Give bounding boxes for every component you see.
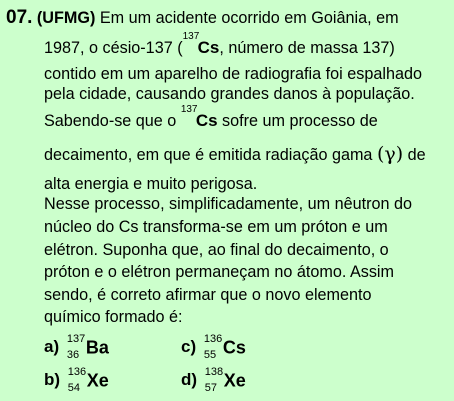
gamma-symbol: (γ) [376, 143, 404, 165]
option-nuclide [65, 365, 87, 394]
isotope-symbol: Cs [197, 38, 220, 57]
statement-text: contido em um aparelho de radiografia foi espalhado [44, 65, 422, 83]
question-line-11 [44, 262, 394, 282]
question-line-6 [44, 144, 426, 165]
isotope-mass: 137 [182, 31, 200, 42]
mass-number: 136 [203, 332, 223, 345]
statement-text: de [407, 146, 426, 164]
option-nuclide [64, 332, 86, 361]
question-line-7 [44, 174, 257, 194]
statement-text: núcleo do Cs transforma-se em um próton e um [44, 218, 388, 236]
question-line-12 [44, 285, 372, 305]
statement-text: Em um acidente ocorrido em Goiânia, em [99, 9, 399, 27]
statement-text: alta energia e muito perigosa. [44, 175, 258, 193]
question-line-2 [44, 31, 395, 58]
option-b[interactable] [44, 365, 109, 394]
statement-text: Nesse processo, simplificadamente, um nêutron do [44, 195, 412, 213]
atomic-number: 57 [204, 381, 218, 394]
mass-number: 137 [66, 332, 86, 345]
question-line-8 [44, 194, 412, 214]
option-c[interactable] [181, 332, 246, 361]
option-letter: a) [44, 337, 60, 356]
atomic-number: 54 [67, 381, 81, 394]
statement-text: Sabendo-se que o [44, 112, 177, 130]
question-source: (UFMG) [36, 9, 96, 27]
question-line-5 [44, 104, 378, 131]
statement-text: próton e o elétron permaneçam no átomo. Assim [44, 263, 395, 281]
question-line-9 [44, 217, 388, 237]
option-letter: c) [181, 337, 197, 356]
statement-text: decaimento, em que é emitida radiação gama [44, 146, 373, 164]
element-symbol: Xe [223, 370, 246, 391]
element-symbol: Xe [86, 370, 109, 391]
mass-number: 136 [67, 365, 87, 378]
statement-text: sofre um processo de [222, 112, 378, 130]
isotope-symbol: Cs [195, 111, 218, 130]
atomic-number: 55 [203, 348, 217, 361]
option-letter: d) [181, 370, 198, 389]
question-line-13 [44, 307, 183, 327]
statement-text: sendo, é correto afirmar que o novo elemento [44, 286, 372, 304]
isotope-cs137 [180, 104, 218, 131]
option-a[interactable] [44, 332, 109, 361]
statement-text: pela cidade, causando grandes danos à população. [44, 85, 415, 103]
option-nuclide [201, 332, 223, 361]
statement-text: elétron. Suponha que, ao final do decaimento, o [44, 241, 389, 259]
mass-number: 138 [204, 365, 224, 378]
element-symbol: Ba [85, 337, 109, 358]
option-letter: b) [44, 370, 61, 389]
option-d[interactable] [181, 365, 246, 394]
question-line-1 [6, 8, 399, 28]
question-line-4 [44, 84, 415, 104]
question-line-10 [44, 240, 389, 260]
isotope-mass: 137 [180, 104, 198, 115]
statement-text: químico formado é: [44, 308, 183, 326]
isotope-cs137 [182, 31, 220, 58]
question-line-3 [44, 64, 422, 84]
option-nuclide [202, 365, 224, 394]
question-number: 07. [6, 7, 33, 28]
statement-text: , número de massa 137) [219, 39, 395, 57]
statement-text: 1987, o césio-137 ( [44, 39, 183, 57]
element-symbol: Cs [222, 337, 246, 358]
atomic-number: 36 [66, 348, 80, 361]
